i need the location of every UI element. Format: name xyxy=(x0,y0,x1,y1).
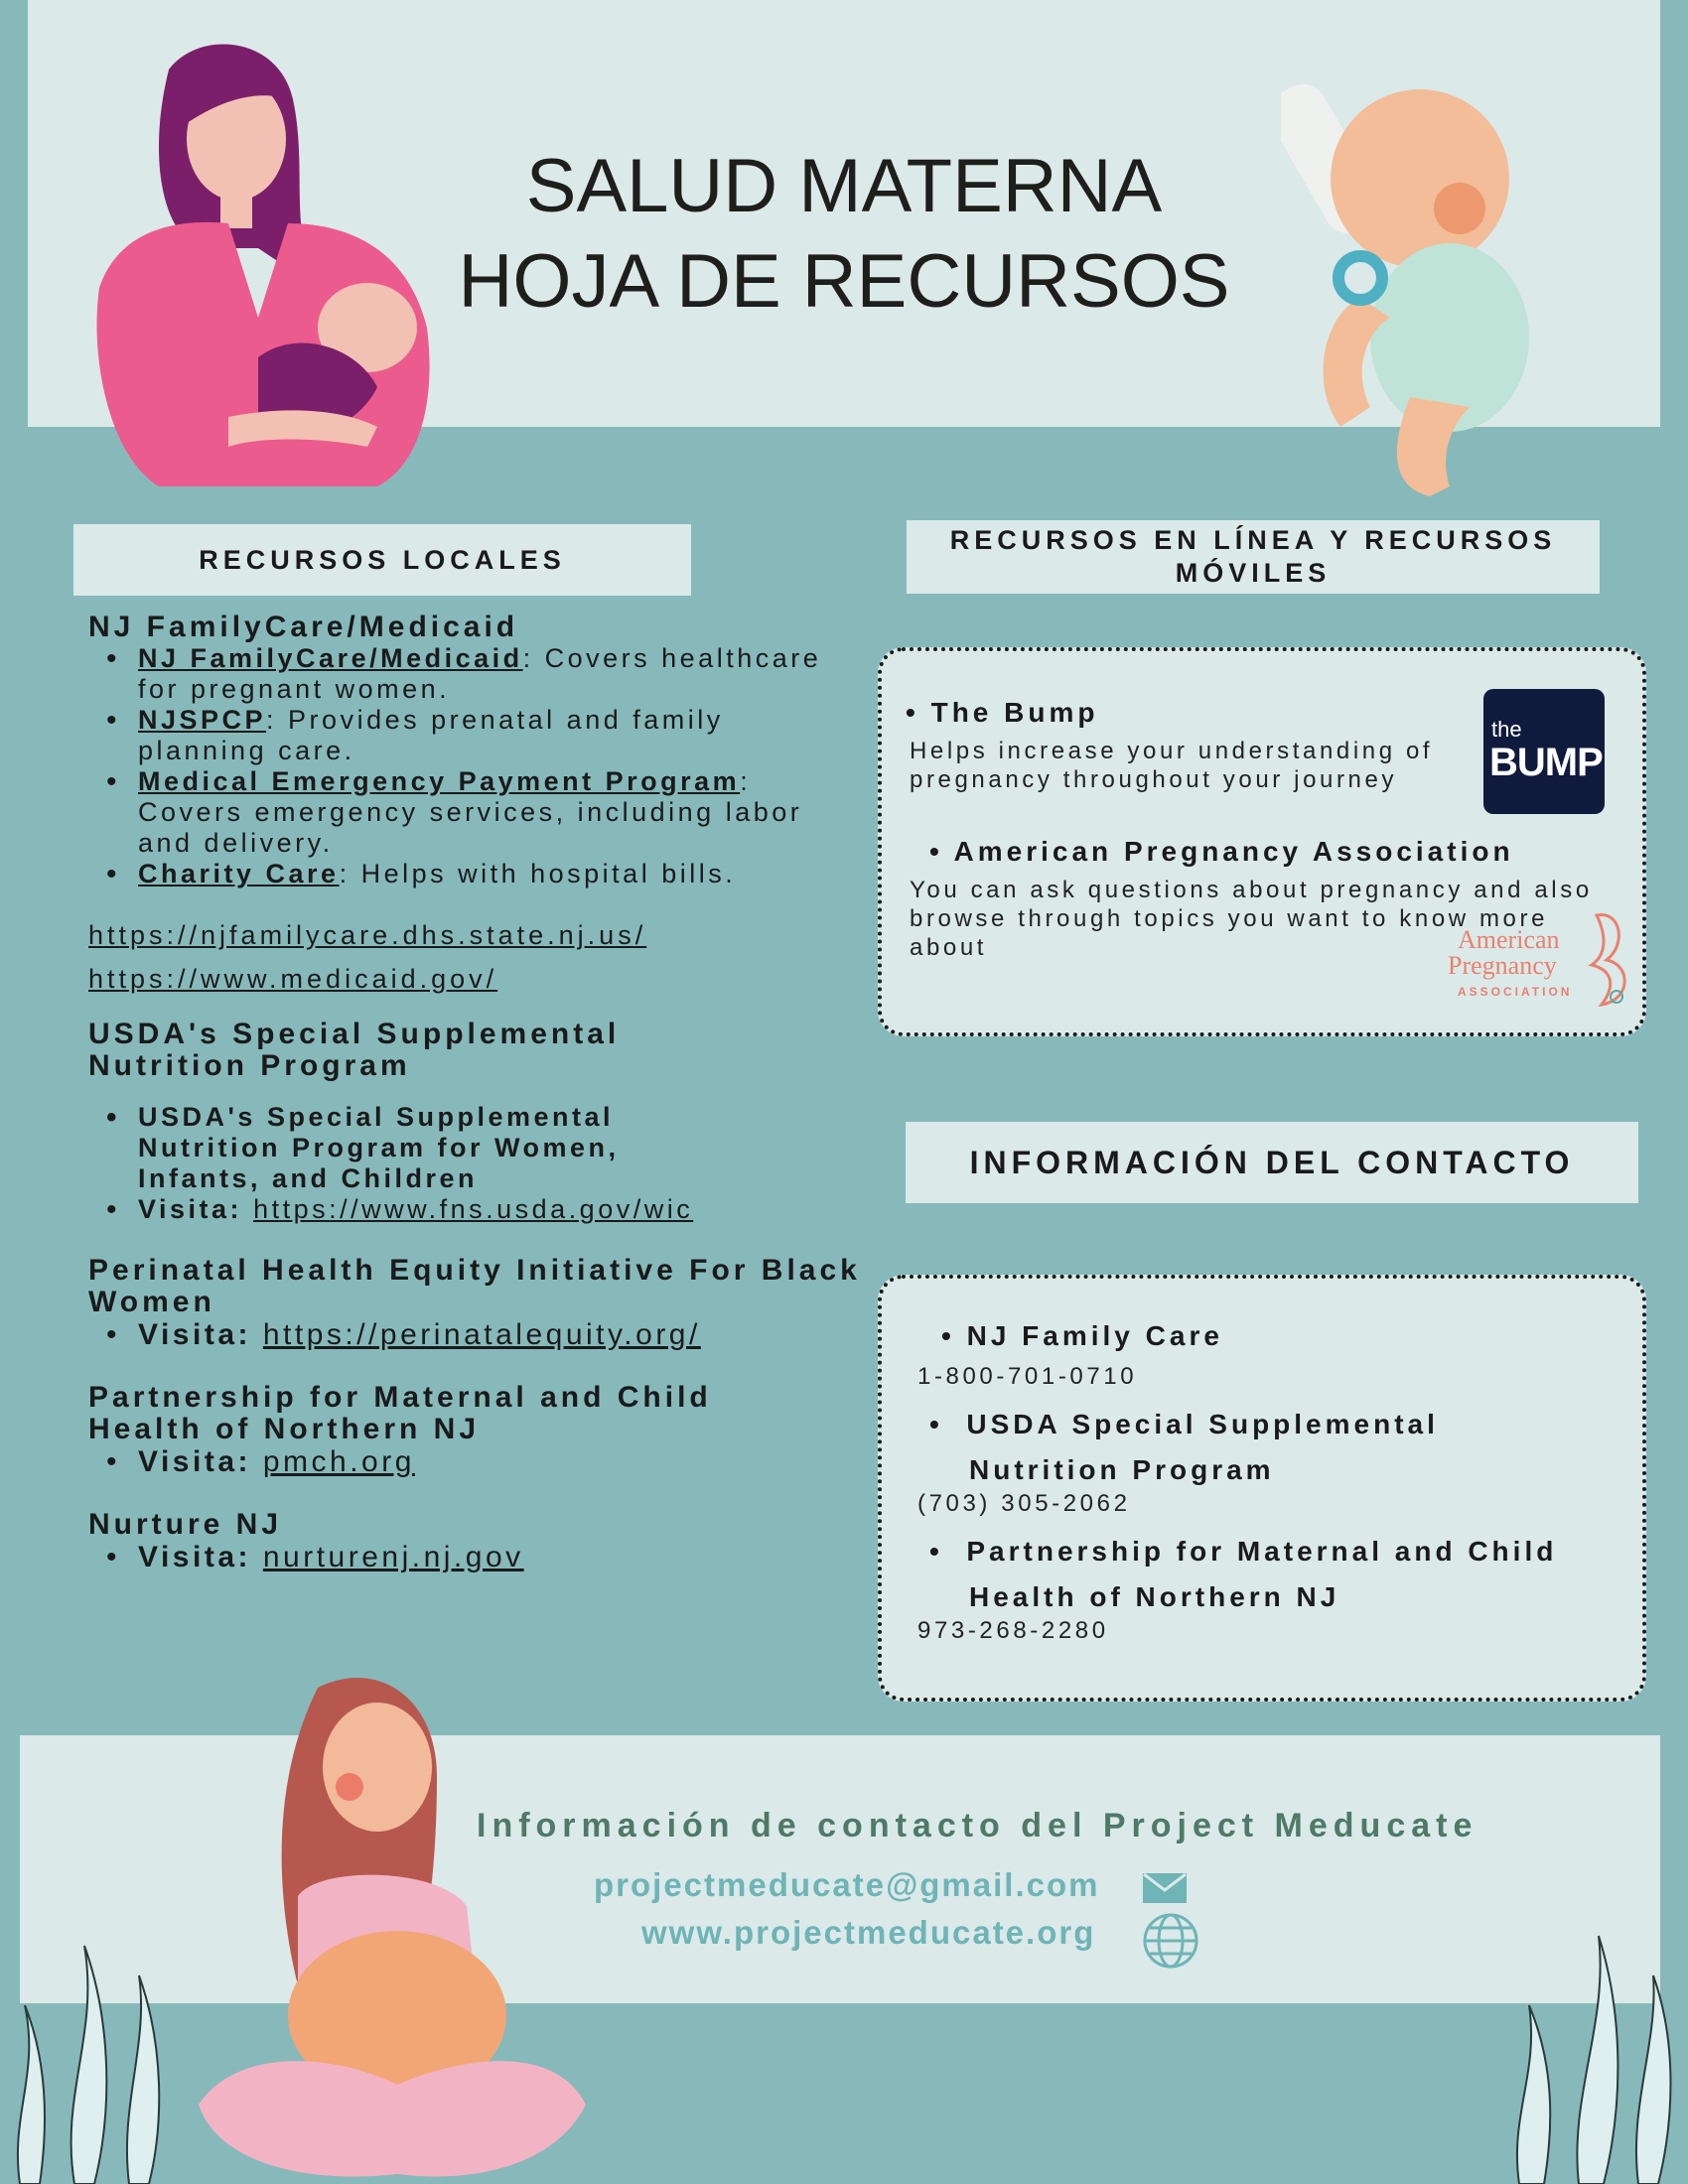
perinatal-heading: Perinatal Health Equity Initiative For Black Women xyxy=(88,1254,861,1318)
list-item xyxy=(104,1318,863,1352)
bump-name: The Bump xyxy=(930,697,1099,728)
footer-title: Información de contacto del Project Meducate xyxy=(477,1807,1478,1844)
medicaid-url[interactable]: https://www.medicaid.gov/ xyxy=(88,964,498,994)
logo-text: ASSOCIATION xyxy=(1458,985,1573,999)
apa-name: American Pregnancy Association xyxy=(953,836,1514,867)
page-title xyxy=(377,139,1311,330)
list-item xyxy=(104,1541,863,1574)
contact-name: USDA Special Supplemental xyxy=(966,1409,1439,1439)
seaweed-left-decoration xyxy=(0,1876,189,2184)
logo-text: BUMP xyxy=(1489,741,1603,784)
list-item xyxy=(104,643,863,705)
online-resources-card xyxy=(878,647,1646,1036)
charity-care-link[interactable]: Charity Care xyxy=(138,859,340,888)
contact-pmch-phone: 973-268-2280 xyxy=(917,1617,1109,1644)
perinatal-link[interactable]: https://perinatalequity.org/ xyxy=(262,1318,701,1351)
online-resources-label: RECURSOS EN LÍNEA Y RECURSOS MÓVILES xyxy=(907,520,1600,594)
logo-text: American xyxy=(1458,925,1560,954)
njfamilycare-link[interactable]: NJ FamilyCare/Medicaid xyxy=(138,643,523,673)
visit-label: Visita: xyxy=(138,1541,251,1573)
contact-name: Nutrition Program xyxy=(969,1454,1275,1485)
nurture-list xyxy=(104,1541,863,1574)
contact-usda-phone: (703) 305-2062 xyxy=(917,1490,1131,1517)
list-item-text: : Covers emergency services, including labor and delivery. xyxy=(138,766,803,858)
apa-item: • American Pregnancy Association xyxy=(929,836,1514,867)
list-item xyxy=(104,859,863,889)
title-line-1: SALUD MATERNA xyxy=(525,144,1163,228)
contact-card xyxy=(878,1275,1646,1702)
list-item xyxy=(104,705,863,766)
american-pregnancy-logo xyxy=(1418,905,1636,1015)
apa-description: You can ask questions about pregnancy and also browse through topics you want to know more about xyxy=(910,877,1593,961)
pmch-link[interactable]: pmch.org xyxy=(262,1445,415,1478)
nurture-link[interactable]: nurturenj.nj.gov xyxy=(262,1541,524,1573)
globe-icon xyxy=(1142,1912,1199,1970)
list-item xyxy=(104,1445,863,1479)
partnership-heading: Partnership for Maternal and Child Health of Northern NJ xyxy=(88,1381,712,1445)
the-bump-logo xyxy=(1483,689,1605,814)
bump-description: Helps increase your understanding of pregnancy throughout your journey xyxy=(910,738,1434,793)
envelope-icon xyxy=(1142,1872,1188,1904)
njspcp-link[interactable]: NJSPCP xyxy=(138,705,267,735)
contact-nj-phone: 1-800-701-0710 xyxy=(917,1363,1138,1390)
list-item: • USDA's Special Supplemental Nutrition Program for Women, Infants, and Children xyxy=(104,1102,700,1194)
apa-figure-icon xyxy=(1577,905,1636,1015)
medical-emergency-link[interactable]: Medical Emergency Payment Program xyxy=(138,766,741,796)
footer-email[interactable]: projectmeducate@gmail.com xyxy=(594,1866,1100,1903)
visit-label: Visita: xyxy=(138,1445,251,1478)
local-resources-label: RECURSOS LOCALES xyxy=(73,524,691,596)
contact-name: NJ Family Care xyxy=(966,1320,1223,1351)
usda-heading: USDA's Special Supplemental Nutrition Program xyxy=(88,1018,621,1082)
partnership-list xyxy=(104,1445,863,1479)
contact-nj-name: • NJ Family Care xyxy=(941,1320,1223,1351)
logo-text: Pregnancy xyxy=(1448,951,1557,980)
list-item xyxy=(104,766,863,859)
bump-item: • The Bump xyxy=(906,697,1099,728)
njfamilycare-url[interactable]: https://njfamilycare.dhs.state.nj.us/ xyxy=(88,920,647,950)
nurture-heading: Nurture NJ xyxy=(88,1508,283,1541)
visit-label: Visita: xyxy=(138,1318,251,1351)
title-line-2: HOJA DE RECURSOS xyxy=(458,239,1230,324)
contact-pmch-name: • Partnership for Maternal and Child Health of Northern NJ xyxy=(929,1536,1558,1612)
seaweed-right-decoration xyxy=(1489,1876,1688,2184)
list-item-text: : Helps with hospital bills. xyxy=(339,859,737,888)
logo-text: the xyxy=(1491,717,1522,742)
perinatal-list xyxy=(104,1318,863,1352)
local-resources-list xyxy=(88,612,863,1574)
contact-info-label: INFORMACIÓN DEL CONTACTO xyxy=(906,1122,1638,1203)
baby-with-bottle-illustration xyxy=(1281,69,1579,506)
usda-list xyxy=(104,1102,863,1225)
visit-label: Visita: xyxy=(138,1194,243,1224)
list-item xyxy=(104,1194,863,1225)
contact-usda-name: • USDA Special Supplemental Nutrition Program xyxy=(929,1409,1439,1485)
nj-familycare-heading: NJ FamilyCare/Medicaid xyxy=(88,611,519,643)
list-item-text: : Covers healthcare for pregnant women. xyxy=(138,643,822,704)
footer-website[interactable]: www.projectmeducate.org xyxy=(641,1914,1096,1951)
nj-familycare-list xyxy=(104,643,863,889)
list-item-text: : Provides prenatal and family planning care. xyxy=(138,705,724,765)
pregnant-woman-illustration xyxy=(179,1668,596,2184)
contact-name: Partnership for Maternal and Child xyxy=(966,1536,1558,1567)
contact-name: Health of Northern NJ xyxy=(969,1581,1340,1612)
wic-link[interactable]: https://www.fns.usda.gov/wic xyxy=(253,1194,694,1224)
